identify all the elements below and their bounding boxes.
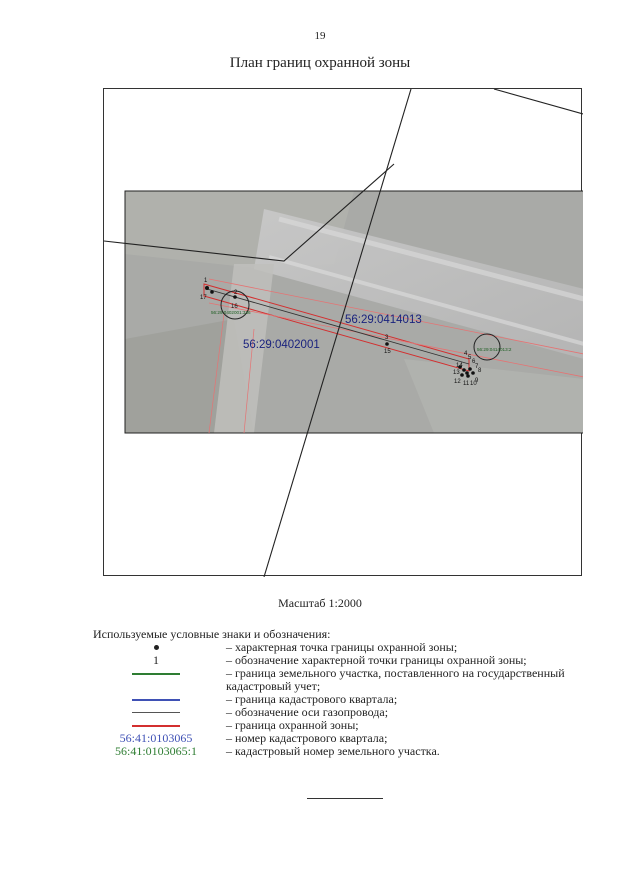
aerial-photo xyxy=(125,191,583,433)
map-canvas xyxy=(104,89,583,577)
quarter-number-symbol: 56:41:0103065 xyxy=(119,731,193,745)
legend-text: – граница охранной зоны; xyxy=(226,718,359,732)
footer-rule xyxy=(307,798,383,799)
point-number: 16 xyxy=(231,304,238,310)
quarter-label: 56:29:0414013 xyxy=(345,314,422,326)
point-number: 1 xyxy=(204,278,208,284)
point-number: 7 xyxy=(475,364,479,370)
point-number: 9 xyxy=(475,378,479,384)
point-number: 5 xyxy=(468,355,472,361)
point-number: 12 xyxy=(454,379,461,385)
parcel-boundary-line-icon xyxy=(132,673,180,675)
point-number: 15 xyxy=(384,349,391,355)
legend-text: – обозначение оси газопровода; xyxy=(226,705,389,719)
legend-text: – номер кадастрового квартала; xyxy=(226,731,388,745)
legend-text: – обозначение характерной точки границы охранной зоны; xyxy=(226,653,527,667)
pipeline-axis-line-icon xyxy=(132,712,180,713)
parcel-number-symbol: 56:41:0103065:1 xyxy=(114,744,197,758)
protection-zone-line-icon xyxy=(132,725,180,727)
point-number: 3 xyxy=(385,335,389,341)
map-frame xyxy=(103,88,582,576)
point-number-symbol: 1 xyxy=(153,653,159,667)
legend-title: Используемые условные знаки и обозначения: xyxy=(93,627,331,641)
point-number: 17 xyxy=(200,295,207,301)
parcel-label: 56:29:0414013:2 xyxy=(477,347,512,352)
legend xyxy=(100,641,600,758)
legend-text: – характерная точка границы охранной зоны; xyxy=(226,640,458,654)
point-number: 8 xyxy=(478,368,482,374)
page-number: 19 xyxy=(314,30,326,42)
point-number: 2 xyxy=(234,290,238,296)
parcel-label: 56:29:0402001:336 xyxy=(211,310,251,315)
legend-row xyxy=(100,667,600,693)
map-scale: Масштаб 1:2000 xyxy=(278,596,362,610)
legend-text: – кадастровый номер земельного участка. xyxy=(226,744,440,758)
point-number: 11 xyxy=(463,381,470,387)
point-number: 6 xyxy=(472,359,476,365)
quarter-boundary-line-icon xyxy=(132,699,180,701)
point-symbol-icon xyxy=(154,645,159,650)
point-number: 14 xyxy=(456,363,463,369)
point-number: 13 xyxy=(453,370,460,376)
legend-text: – граница кадастрового квартала; xyxy=(226,692,398,706)
legend-text: – граница земельного участка, поставленного на государственный кадастровый учет; xyxy=(226,666,565,693)
legend-row xyxy=(100,745,600,758)
point-number: 10 xyxy=(470,381,477,387)
document-title: План границ охранной зоны xyxy=(229,55,411,71)
point-number: 4 xyxy=(464,351,468,357)
quarter-label: 56:29:0402001 xyxy=(243,339,320,351)
